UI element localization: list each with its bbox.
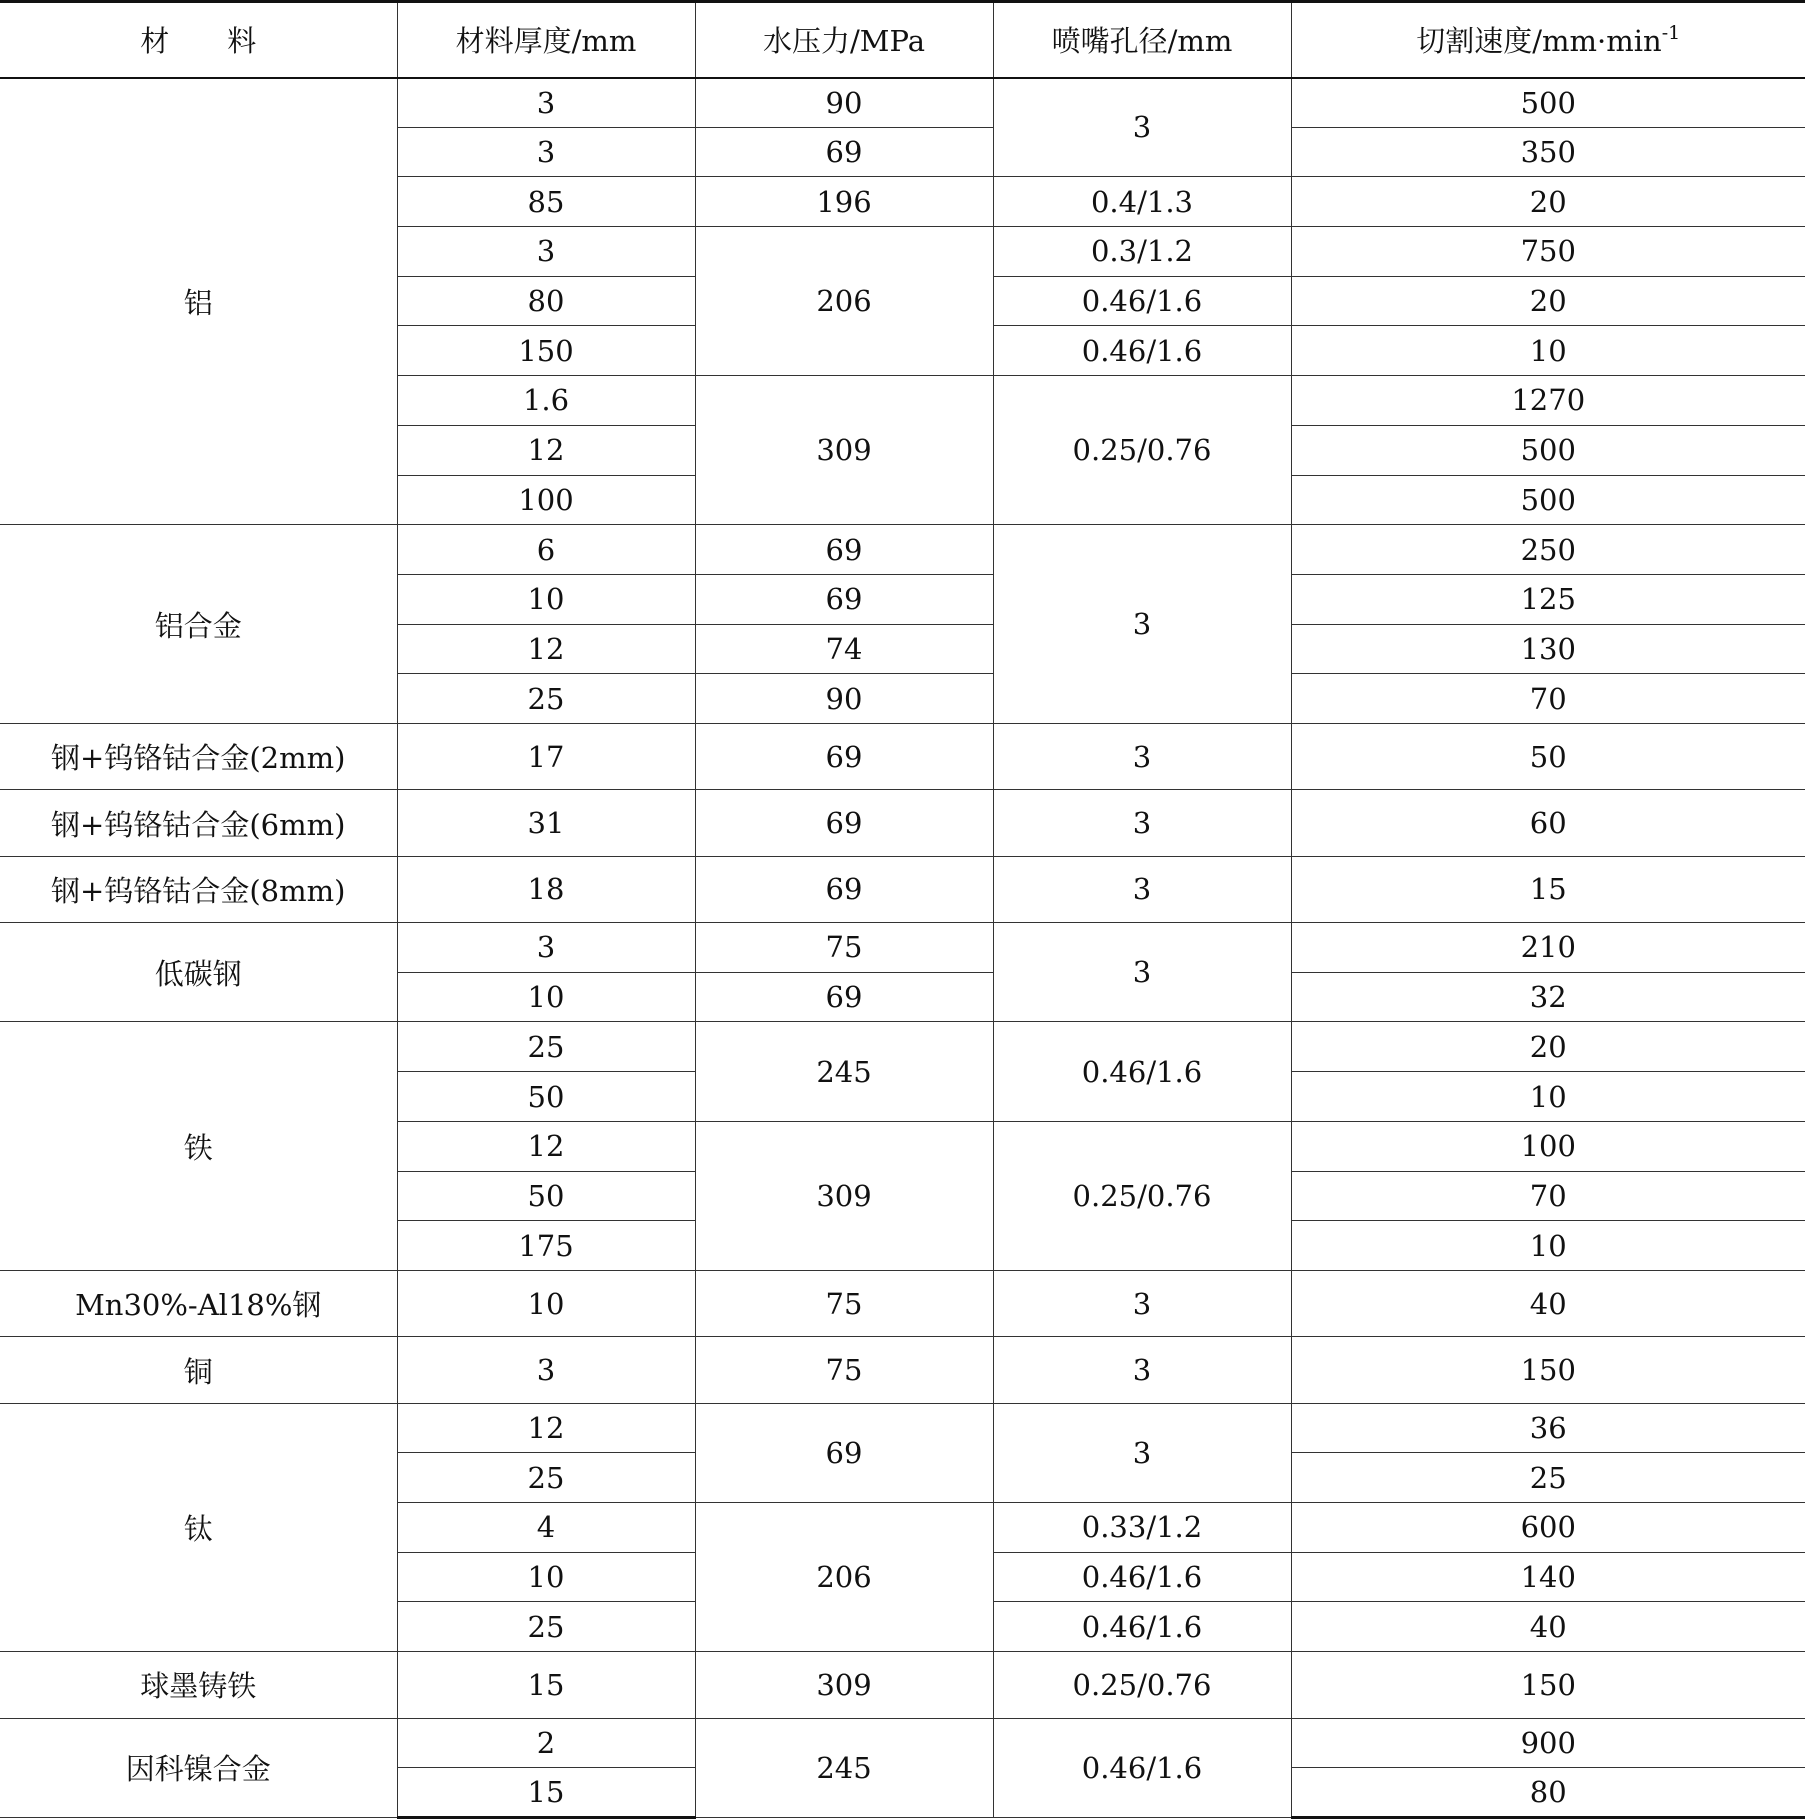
nozzle-cell: 0.3/1.2: [993, 227, 1291, 277]
pressure-cell: 90: [695, 674, 993, 724]
thickness-cell: 4: [397, 1503, 695, 1553]
speed-cell: 10: [1291, 326, 1805, 376]
table-row: [0, 1718, 1805, 1768]
material-cell: 钢+钨铬钴合金(6mm): [0, 790, 397, 856]
nozzle-cell: 0.46/1.6: [993, 1022, 1291, 1121]
thickness-cell: 50: [397, 1171, 695, 1221]
pressure-cell: 69: [695, 972, 993, 1022]
nozzle-cell: 3: [993, 525, 1291, 724]
thickness-cell: 150: [397, 326, 695, 376]
thickness-cell: 12: [397, 624, 695, 674]
header-thickness: 材料厚度/mm: [397, 2, 695, 78]
thickness-cell: 1.6: [397, 376, 695, 426]
pressure-cell: 309: [695, 1652, 993, 1718]
speed-cell: 10: [1291, 1072, 1805, 1122]
speed-cell: 500: [1291, 425, 1805, 475]
material-cell: 铝合金: [0, 525, 397, 724]
pressure-cell: 69: [695, 790, 993, 856]
speed-cell: 40: [1291, 1270, 1805, 1336]
speed-cell: 15: [1291, 856, 1805, 922]
thickness-cell: 3: [397, 127, 695, 177]
nozzle-cell: 0.46/1.6: [993, 1552, 1291, 1602]
thickness-cell: 85: [397, 177, 695, 227]
pressure-cell: 75: [695, 923, 993, 973]
pressure-cell: 206: [695, 1503, 993, 1652]
thickness-cell: 175: [397, 1221, 695, 1271]
nozzle-cell: 0.25/0.76: [993, 1121, 1291, 1270]
material-cell: 钛: [0, 1403, 397, 1651]
speed-cell: 70: [1291, 1171, 1805, 1221]
speed-cell: 350: [1291, 127, 1805, 177]
pressure-cell: 90: [695, 78, 993, 128]
thickness-cell: 10: [397, 574, 695, 624]
nozzle-cell: 3: [993, 790, 1291, 856]
nozzle-cell: 3: [993, 1270, 1291, 1336]
nozzle-cell: 0.33/1.2: [993, 1503, 1291, 1553]
nozzle-cell: 0.46/1.6: [993, 1718, 1291, 1817]
pressure-cell: 196: [695, 177, 993, 227]
speed-cell: 80: [1291, 1768, 1805, 1818]
table-row: [0, 1022, 1805, 1072]
pressure-cell: 75: [695, 1270, 993, 1336]
thickness-cell: 12: [397, 425, 695, 475]
speed-cell: 20: [1291, 1022, 1805, 1072]
thickness-cell: 10: [397, 1270, 695, 1336]
speed-cell: 500: [1291, 78, 1805, 128]
speed-cell: 130: [1291, 624, 1805, 674]
material-cell: 因科镍合金: [0, 1718, 397, 1817]
speed-cell: 50: [1291, 723, 1805, 789]
table-row: [0, 923, 1805, 973]
thickness-cell: 17: [397, 723, 695, 789]
pressure-cell: 309: [695, 376, 993, 525]
nozzle-cell: 3: [993, 1403, 1291, 1502]
speed-cell: 500: [1291, 475, 1805, 525]
table-row: [0, 1652, 1805, 1718]
table-row: [0, 78, 1805, 128]
pressure-cell: 206: [695, 227, 993, 376]
material-cell: Mn30%-Al18%钢: [0, 1270, 397, 1336]
speed-cell: 750: [1291, 227, 1805, 277]
thickness-cell: 25: [397, 674, 695, 724]
thickness-cell: 3: [397, 78, 695, 128]
header-nozzle: 喷嘴孔径/mm: [993, 2, 1291, 78]
speed-cell: 900: [1291, 1718, 1805, 1768]
speed-cell: 150: [1291, 1652, 1805, 1718]
pressure-cell: 69: [695, 723, 993, 789]
thickness-cell: 25: [397, 1602, 695, 1652]
pressure-cell: 69: [695, 574, 993, 624]
nozzle-cell: 0.46/1.6: [993, 326, 1291, 376]
nozzle-cell: 0.46/1.6: [993, 1602, 1291, 1652]
table-row: [0, 790, 1805, 856]
material-cell: 钢+钨铬钴合金(8mm): [0, 856, 397, 922]
material-cell: 铜: [0, 1337, 397, 1403]
header-material: 材 料: [0, 2, 397, 78]
header-speed: [1291, 2, 1805, 78]
pressure-cell: 69: [695, 856, 993, 922]
speed-cell: 100: [1291, 1121, 1805, 1171]
nozzle-cell: 3: [993, 723, 1291, 789]
table-row: [0, 1337, 1805, 1403]
thickness-cell: 10: [397, 972, 695, 1022]
pressure-cell: 245: [695, 1022, 993, 1121]
speed-cell: 210: [1291, 923, 1805, 973]
thickness-cell: 3: [397, 1337, 695, 1403]
nozzle-cell: 3: [993, 856, 1291, 922]
speed-cell: 60: [1291, 790, 1805, 856]
pressure-cell: 69: [695, 1403, 993, 1502]
thickness-cell: 12: [397, 1403, 695, 1453]
thickness-cell: 25: [397, 1453, 695, 1503]
speed-cell: 250: [1291, 525, 1805, 575]
thickness-cell: 15: [397, 1652, 695, 1718]
speed-cell: 32: [1291, 972, 1805, 1022]
table-row: [0, 525, 1805, 575]
pressure-cell: 69: [695, 127, 993, 177]
thickness-cell: 6: [397, 525, 695, 575]
thickness-cell: 31: [397, 790, 695, 856]
thickness-cell: 100: [397, 475, 695, 525]
table-row: [0, 856, 1805, 922]
material-cell: 球墨铸铁: [0, 1652, 397, 1718]
pressure-cell: 74: [695, 624, 993, 674]
pressure-cell: 69: [695, 525, 993, 575]
material-cell: 低碳钢: [0, 923, 397, 1022]
pressure-cell: 245: [695, 1718, 993, 1817]
speed-cell: 125: [1291, 574, 1805, 624]
thickness-cell: 15: [397, 1768, 695, 1818]
speed-cell: 140: [1291, 1552, 1805, 1602]
thickness-cell: 2: [397, 1718, 695, 1768]
material-cell: 钢+钨铬钴合金(2mm): [0, 723, 397, 789]
speed-cell: 36: [1291, 1403, 1805, 1453]
thickness-cell: 3: [397, 923, 695, 973]
pressure-cell: 75: [695, 1337, 993, 1403]
speed-cell: 25: [1291, 1453, 1805, 1503]
speed-cell: 20: [1291, 177, 1805, 227]
speed-cell: 20: [1291, 276, 1805, 326]
speed-cell: 600: [1291, 1503, 1805, 1553]
nozzle-cell: 3: [993, 78, 1291, 177]
pressure-cell: 309: [695, 1121, 993, 1270]
thickness-cell: 10: [397, 1552, 695, 1602]
speed-cell: 10: [1291, 1221, 1805, 1271]
nozzle-cell: 0.25/0.76: [993, 1652, 1291, 1718]
material-cell: 铁: [0, 1022, 397, 1270]
nozzle-cell: 3: [993, 1337, 1291, 1403]
speed-cell: 70: [1291, 674, 1805, 724]
thickness-cell: 18: [397, 856, 695, 922]
table-row: [0, 1403, 1805, 1453]
nozzle-cell: 3: [993, 923, 1291, 1022]
nozzle-cell: 0.46/1.6: [993, 276, 1291, 326]
thickness-cell: 50: [397, 1072, 695, 1122]
header-speed-exponent: -1: [1661, 22, 1681, 45]
header-speed-text: 切割速度/mm·min: [1416, 24, 1662, 59]
table-row: [0, 723, 1805, 789]
table-header-row: [0, 2, 1805, 78]
speed-cell: 150: [1291, 1337, 1805, 1403]
header-pressure: 水压力/MPa: [695, 2, 993, 78]
nozzle-cell: 0.25/0.76: [993, 376, 1291, 525]
table-row: [0, 1270, 1805, 1336]
material-cell: 铝: [0, 78, 397, 525]
thickness-cell: 25: [397, 1022, 695, 1072]
thickness-cell: 12: [397, 1121, 695, 1171]
speed-cell: 1270: [1291, 376, 1805, 426]
thickness-cell: 80: [397, 276, 695, 326]
thickness-cell: 3: [397, 227, 695, 277]
nozzle-cell: 0.4/1.3: [993, 177, 1291, 227]
speed-cell: 40: [1291, 1602, 1805, 1652]
